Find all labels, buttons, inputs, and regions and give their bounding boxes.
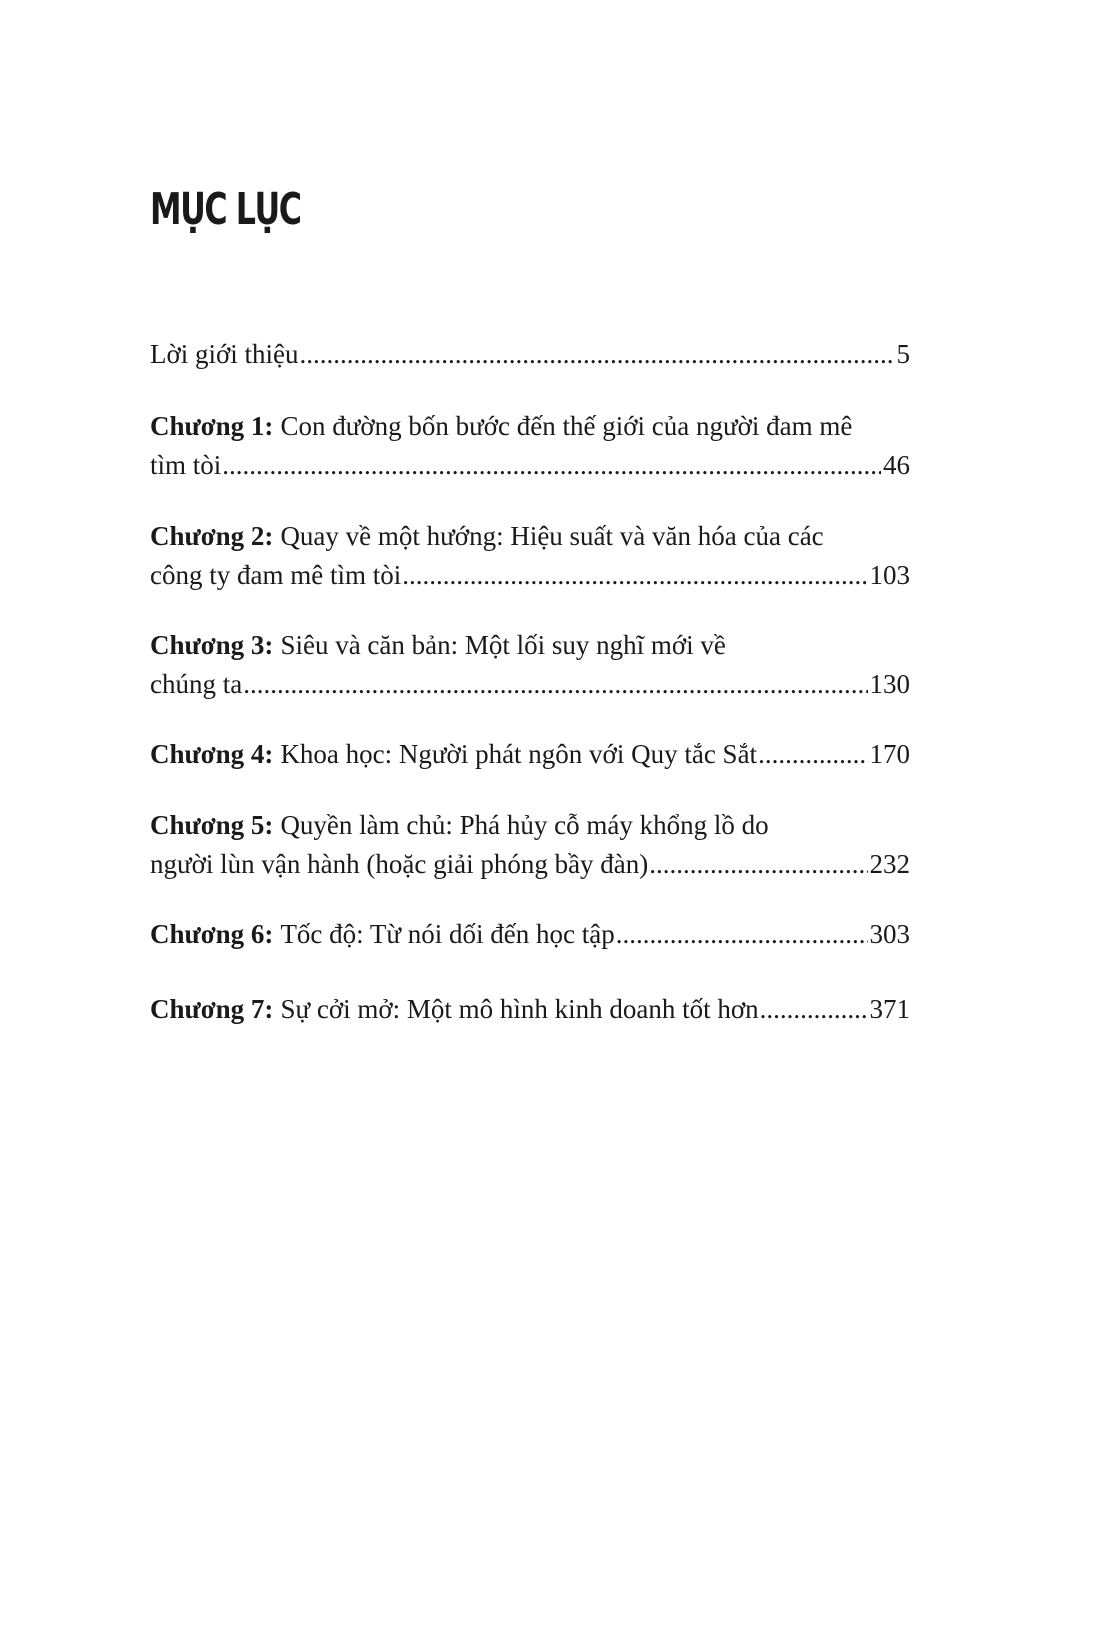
dot-leader	[222, 446, 881, 485]
toc-entry-line	[150, 735, 910, 774]
toc-heading: MỤC LỤC	[150, 184, 301, 235]
toc-entry-line	[150, 665, 910, 704]
toc-entry-chapter-3	[150, 626, 910, 704]
toc-entry-title: Lời giới thiệu	[150, 339, 299, 369]
toc-entry-line	[150, 806, 910, 845]
toc-entry-line	[150, 915, 910, 954]
toc-entry-line	[150, 446, 910, 485]
toc-entry-title: Khoa học: Người phát ngôn với Quy tắc Sắt	[280, 739, 758, 769]
chapter-label: Chương 5:	[150, 810, 274, 840]
toc-entry-title-continued: chúng ta	[150, 669, 243, 699]
chapter-label: Chương 3:	[150, 630, 274, 660]
toc-entry-chapter-5	[150, 806, 910, 884]
toc-page-number: 103	[869, 560, 910, 590]
toc-entry-chapter-1	[150, 407, 910, 485]
dot-leader	[760, 990, 868, 1029]
chapter-label: Chương 4:	[150, 739, 274, 769]
toc-entry-introduction	[150, 335, 910, 374]
dot-leader	[300, 335, 895, 374]
toc-page-number: 371	[869, 994, 910, 1024]
dot-leader	[402, 556, 867, 595]
toc-entry-title-continued: công ty đam mê tìm tòi	[150, 560, 402, 590]
toc-entry-line	[150, 335, 910, 374]
toc-entry-chapter-4	[150, 735, 910, 774]
toc-entry-chapter-6	[150, 915, 910, 954]
toc-entry-chapter-2	[150, 517, 910, 595]
toc-page-number: 130	[869, 669, 910, 699]
toc-entry-title-continued: tìm tòi	[150, 450, 222, 480]
toc-entry-title: Tốc độ: Từ nói dối đến học tập	[280, 919, 615, 949]
dot-leader	[649, 845, 867, 884]
toc-entry-title: Quyền làm chủ: Phá hủy cỗ máy khổng lồ do	[280, 810, 769, 840]
toc-entry-title: Siêu và căn bản: Một lối suy nghĩ mới về	[280, 630, 726, 660]
toc-page-number: 170	[869, 739, 910, 769]
toc-entry-title-continued: người lùn vận hành (hoặc giải phóng bầy đàn)	[150, 849, 649, 879]
toc-entry-chapter-7	[150, 990, 910, 1029]
chapter-label: Chương 1:	[150, 411, 274, 441]
chapter-label: Chương 7:	[150, 994, 274, 1024]
toc-entry-line	[150, 556, 910, 595]
chapter-label: Chương 6:	[150, 919, 274, 949]
toc-page-number: 303	[869, 919, 910, 949]
dot-leader	[243, 665, 867, 704]
toc-entry-line	[150, 845, 910, 884]
toc-page-number: 46	[883, 450, 910, 480]
toc-entry-line	[150, 990, 910, 1029]
toc-entry-line	[150, 517, 910, 556]
toc-page-number: 5	[896, 339, 910, 369]
toc-entry-line	[150, 626, 910, 665]
toc-entry-line	[150, 407, 910, 446]
dot-leader	[616, 915, 868, 954]
toc-entry-title: Quay về một hướng: Hiệu suất và văn hóa của các	[280, 521, 824, 551]
chapter-label: Chương 2:	[150, 521, 274, 551]
toc-entry-title: Sự cởi mở: Một mô hình kinh doanh tốt hơn	[280, 994, 759, 1024]
toc-page-number: 232	[869, 849, 910, 879]
toc-entry-title: Con đường bốn bước đến thế giới của người đam mê	[280, 411, 853, 441]
dot-leader	[758, 735, 867, 774]
